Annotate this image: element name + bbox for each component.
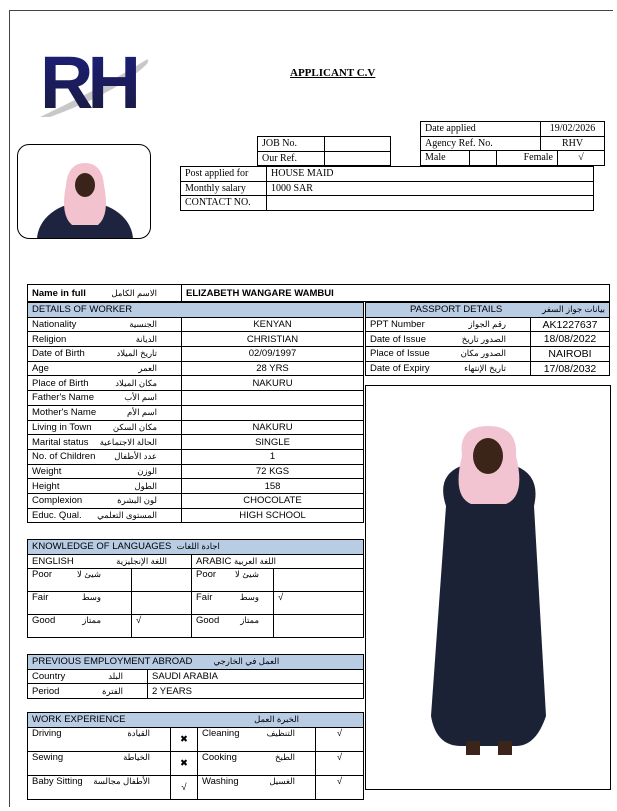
passport-value: NAIROBI	[531, 347, 610, 362]
detail-value: 28 YRS	[182, 361, 364, 376]
details-row	[28, 479, 364, 494]
details-row	[28, 405, 364, 420]
detail-value	[182, 391, 364, 406]
detail-label-ar: مكان الميلاد	[115, 377, 157, 388]
date-applied-value: 19/02/2026	[541, 122, 605, 137]
languages-header-ar: اجادة اللغات	[176, 541, 220, 552]
our-ref-value	[324, 151, 391, 166]
arabic-label: ARABIC	[196, 556, 232, 568]
application-meta-table	[420, 121, 605, 166]
male-label: Male	[421, 151, 470, 166]
job-table	[257, 136, 391, 166]
detail-label-ar: لون البشرة	[117, 495, 157, 506]
english-label-ar: اللغة الإنجليزية	[116, 556, 167, 567]
passport-label: Place of Issue	[370, 348, 430, 360]
detail-value: SINGLE	[182, 435, 364, 450]
salary-value: 1000 SAR	[267, 181, 594, 196]
detail-label: Religion	[32, 333, 67, 345]
level-label: Good	[32, 615, 56, 627]
level-label-ar: ممتاز	[240, 615, 259, 626]
employment-table	[27, 654, 364, 699]
detail-value	[182, 405, 364, 420]
details-row	[28, 464, 364, 479]
detail-value: HIGH SCHOOL	[182, 508, 364, 523]
work-header: WORK EXPERIENCE	[32, 714, 126, 726]
detail-label: Marital status	[32, 436, 89, 448]
passport-row	[366, 332, 610, 347]
passport-label-ar: الصدور تاريخ	[461, 333, 506, 344]
skill-label-ar: القيادة	[127, 727, 150, 738]
detail-label: Mother's Name	[32, 407, 97, 419]
details-row	[28, 347, 364, 362]
details-table	[27, 302, 364, 523]
page-title: APPLICANT C.V	[290, 67, 376, 79]
detail-label-ar: الوزن	[137, 465, 157, 476]
detail-label: Age	[32, 363, 49, 375]
details-row	[28, 420, 364, 435]
detail-value: KENYAN	[182, 317, 364, 332]
passport-value: 17/08/2032	[531, 361, 610, 376]
details-row	[28, 332, 364, 347]
passport-table	[365, 302, 610, 376]
skill-check: √	[171, 775, 198, 799]
languages-table	[27, 539, 364, 638]
level-label: Poor	[32, 569, 53, 581]
passport-label: Date of Expiry	[370, 363, 430, 375]
name-value: ELIZABETH WANGARE WAMBUI	[182, 285, 610, 302]
period-value: 2 YEARS	[148, 684, 364, 699]
detail-value: NAKURU	[182, 420, 364, 435]
skill-label: Cooking	[202, 751, 237, 763]
passport-header: PASSPORT DETAILS	[409, 304, 503, 316]
detail-label: Nationality	[32, 319, 77, 331]
detail-label-ar: مكان السكن	[112, 421, 157, 432]
languages-header: KNOWLEDGE OF LANGUAGES	[32, 541, 172, 553]
post-table	[180, 166, 594, 211]
detail-label: Complexion	[32, 495, 83, 507]
passport-label: PPT Number	[370, 319, 425, 331]
detail-label-ar: الطول	[134, 480, 157, 491]
detail-label: Father's Name	[32, 392, 95, 404]
skill-label-ar: الطبخ	[275, 751, 295, 762]
employment-header-ar: العمل في الخارجي	[213, 656, 280, 667]
job-no-value	[324, 137, 391, 152]
passport-value: AK1227637	[531, 317, 610, 332]
passport-row	[366, 361, 610, 376]
work-row	[28, 775, 364, 799]
skill-label-ar: الأطفال مجالسة	[93, 775, 150, 786]
english-level-check: √	[132, 615, 192, 638]
country-label: Country	[32, 671, 66, 683]
level-label-ar: وسط	[81, 592, 101, 603]
arabic-label-ar: اللغة العربية	[234, 556, 277, 567]
applicant-photo-full	[365, 385, 611, 790]
detail-label-ar: الديانة	[135, 333, 157, 344]
name-label: Name in full	[32, 287, 86, 299]
details-row	[28, 376, 364, 391]
country-label-ar: البلد	[108, 671, 123, 682]
passport-label-ar: الصدور مكان	[460, 348, 506, 359]
language-row	[28, 615, 364, 638]
detail-label-ar: تاريخ الميلاد	[116, 348, 157, 359]
our-ref-label: Our Ref.	[258, 151, 325, 166]
detail-value: 1	[182, 449, 364, 464]
skill-label: Cleaning	[202, 727, 240, 739]
english-level-check	[132, 592, 192, 615]
level-label-ar: شيئ لا	[235, 569, 259, 580]
skill-label-ar: الغسيل	[269, 775, 295, 786]
date-applied-label: Date applied	[421, 122, 541, 137]
details-row	[28, 435, 364, 450]
employment-header: PREVIOUS EMPLOYMENT ABROAD	[32, 656, 193, 668]
skill-label: Washing	[202, 775, 239, 787]
work-experience-table	[27, 712, 364, 800]
language-row	[28, 592, 364, 615]
detail-value: NAKURU	[182, 376, 364, 391]
detail-value: 02/09/1997	[182, 347, 364, 362]
passport-header-ar: بيانات جواز السفر	[542, 304, 605, 315]
english-label: ENGLISH	[32, 556, 74, 568]
detail-label: Educ. Qual.	[32, 509, 82, 521]
detail-label: Weight	[32, 465, 62, 477]
detail-label-ar: الجنسية	[129, 319, 157, 330]
female-check: √	[558, 151, 605, 166]
details-header: DETAILS OF WORKER	[28, 303, 364, 318]
logo-text: RH	[40, 42, 135, 118]
level-label: Good	[196, 615, 220, 627]
skill-check: √	[316, 775, 364, 799]
level-label-ar: وسط	[239, 592, 259, 603]
name-table	[27, 284, 610, 302]
detail-label-ar: اسم الأب	[124, 392, 157, 403]
detail-label: No. of Children	[32, 451, 96, 463]
details-row	[28, 391, 364, 406]
details-row	[28, 449, 364, 464]
arabic-level-check	[274, 615, 364, 638]
detail-value: CHRISTIAN	[182, 332, 364, 347]
detail-label: Date of Birth	[32, 348, 85, 360]
arabic-level-check	[274, 569, 364, 592]
detail-label: Living in Town	[32, 421, 92, 433]
detail-label: Place of Birth	[32, 377, 89, 389]
agency-ref-label: Agency Ref. No.	[421, 136, 541, 151]
work-row	[28, 727, 364, 751]
level-label: Fair	[196, 592, 213, 604]
skill-check: ✖	[171, 727, 198, 751]
name-label-ar: الاسم الكامل	[111, 287, 157, 298]
agency-ref-value: RHV	[541, 136, 605, 151]
job-no-label: JOB No.	[258, 137, 325, 152]
company-logo	[38, 42, 150, 118]
passport-label-ar: رقم الجواز	[468, 319, 506, 330]
level-label-ar: ممتاز	[82, 615, 101, 626]
contact-label: CONTACT NO.	[181, 196, 267, 211]
level-label: Fair	[32, 592, 49, 604]
detail-label-ar: المستوى التعلمي	[97, 509, 157, 520]
details-row	[28, 317, 364, 332]
detail-label-ar: الحالة الاجتماعية	[99, 436, 157, 447]
country-value: SAUDI ARABIA	[148, 669, 364, 684]
level-label: Poor	[196, 569, 217, 581]
passport-row	[366, 317, 610, 332]
english-level-check	[132, 569, 192, 592]
details-row	[28, 493, 364, 508]
work-header-ar: الخبرة العمل	[254, 714, 299, 725]
work-row	[28, 751, 364, 775]
detail-value: 158	[182, 479, 364, 494]
detail-label-ar: العمر	[138, 363, 157, 374]
arabic-level-check: √	[274, 592, 364, 615]
skill-label-ar: التنظيف	[266, 727, 295, 738]
post-value: HOUSE MAID	[267, 167, 594, 182]
period-label: Period	[32, 685, 60, 697]
detail-value: 72 KGS	[182, 464, 364, 479]
passport-label-ar: تاريخ الإنتهاء	[464, 363, 506, 374]
detail-value: CHOCOLATE	[182, 493, 364, 508]
post-label: Post applied for	[181, 167, 267, 182]
skill-check: √	[316, 727, 364, 751]
skill-label: Sewing	[32, 751, 64, 763]
female-label: Female	[497, 151, 558, 166]
contact-value	[267, 196, 594, 211]
period-label-ar: الفترة	[102, 685, 123, 696]
skill-check: √	[316, 751, 364, 775]
male-check	[470, 151, 497, 166]
applicant-photo-small	[17, 144, 151, 239]
salary-label: Monthly salary	[181, 181, 267, 196]
detail-label-ar: اسم الأم	[127, 407, 157, 418]
details-row	[28, 361, 364, 376]
skill-check: ✖	[171, 751, 198, 775]
passport-value: 18/08/2022	[531, 332, 610, 347]
detail-label: Height	[32, 480, 60, 492]
language-row	[28, 569, 364, 592]
passport-label: Date of Issue	[370, 333, 426, 345]
detail-label-ar: عدد الأطفال	[114, 451, 157, 462]
skill-label-ar: الخياطة	[123, 751, 150, 762]
passport-row	[366, 347, 610, 362]
skill-label: Baby Sitting	[32, 775, 83, 787]
details-row	[28, 508, 364, 523]
skill-label: Driving	[32, 727, 62, 739]
level-label-ar: شيئ لا	[77, 569, 101, 580]
